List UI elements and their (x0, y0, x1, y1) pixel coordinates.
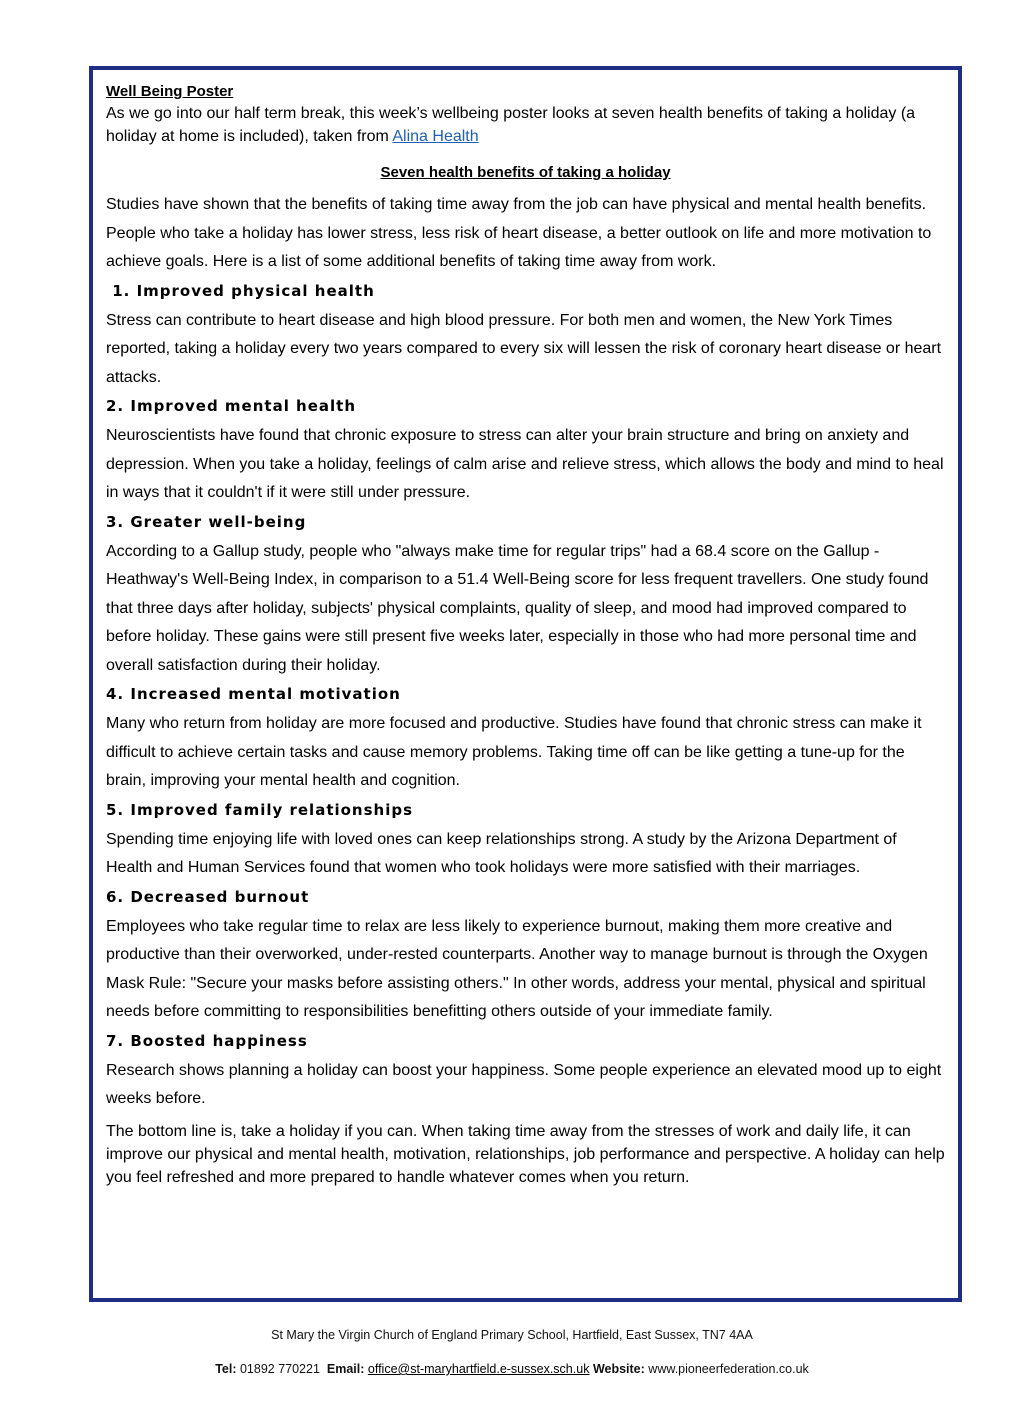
tel-label: Tel: (215, 1362, 237, 1376)
benefit-heading-7: 7. Boosted happiness (106, 1031, 308, 1050)
benefit-heading-5: 5. Improved family relationships (106, 800, 414, 819)
benefit-heading-1: 1. Improved physical health (106, 281, 375, 300)
benefit-text-7: Research shows planning a holiday can boost your happiness. Some people experience an elevated mood up to eight weeks before. (106, 1061, 942, 1107)
footer-contact (0, 1362, 1024, 1376)
benefit-text-1: Stress can contribute to heart disease and high blood pressure. For both men and women, the New York Times reported, taking a holiday every two years compared to every six will lessen the risk of coronary heart disease or heart attacks. (106, 311, 942, 386)
footer-address: St Mary the Virgin Church of England Primary School, Hartfield, East Sussex, TN7 4AA (271, 1328, 753, 1342)
benefit-text-4: Many who return from holiday are more focused and productive. Studies have found that chronic stress can make it difficult to achieve certain tasks and cause memory problems. Taking time off can be like getting a tune-up for the brain, improving your mental health and cognition. (106, 715, 922, 789)
tel-value: 01892 770221 (239, 1362, 320, 1376)
email-link[interactable]: office@st-maryhartfield.e-sussex.sch.uk (367, 1362, 590, 1376)
benefit-text-5: Spending time enjoying life with loved ones can keep relationships strong. A study by the Arizona Department of Health and Human Services found that women who took holidays were more satisfied with their marriages. (106, 830, 897, 876)
website-value: www.pioneerfederation.co.uk (648, 1362, 809, 1376)
benefit-text-2: Neuroscientists have found that chronic exposure to stress can alter your brain structure and bring on anxiety and depression. When you take a holiday, feelings of calm arise and relieve stress, which allows the body and mind to heal in ways that it couldn't if it were still under pressure. (106, 427, 944, 501)
benefit-heading-4: 4. Increased mental motivation (106, 685, 401, 703)
section-title: Seven health benefits of taking a holiday (380, 164, 671, 181)
benefit-heading-2: 2. Improved mental health (106, 397, 357, 415)
benefit-heading-6: 6. Decreased burnout (106, 887, 310, 906)
poster-frame (89, 66, 962, 1302)
email-label: Email: (326, 1362, 365, 1376)
intro-text: As we go into our half term break, this week’s wellbeing poster looks at seven health benefits of taking a holiday (a holiday at home is included), taken from (106, 105, 916, 145)
benefit-text-6: Employees who take regular time to relax are less likely to experience burnout, making them more creative and productive than their overworked, under-rested counterparts. Another way to manage burnout is through the Oxygen Mask Rule: "Secure your masks before assisting others." In other words, address your mental, physical and spiritual needs before committing to responsibilities benefitting others outside of your immediate family. (106, 917, 928, 1020)
poster-title: Well Being Poster (106, 83, 234, 100)
closing-paragraph: The bottom line is, take a holiday if you can. When taking time away from the stresses of work and daily life, it can improve our physical and mental health, motivation, relationships, job performance and perspective. A holiday can help you feel refreshed and more prepared to handle whatever comes when you return. (106, 1122, 945, 1186)
alina-health-link[interactable]: Alina Health (392, 128, 479, 145)
benefit-text-3: According to a Gallup study, people who "always make time for regular trips" had a 68.4 score on the Gallup -Heathway's Well-Being Index, in comparison to a 51.4 Well-Being score for less frequent travellers. One study found that three days after holiday, subjects' physical complaints, quality of sleep, and mood had improved compared to before holiday. These gains were still present five weeks later, especially in those who had more personal time and overall satisfaction during their holiday. (106, 542, 929, 674)
lead-paragraph: Studies have shown that the benefits of taking time away from the job can have physical and mental health benefits. People who take a holiday has lower stress, less risk of heart disease, a better outlook on life and more motivation to achieve goals. Here is a list of some additional benefits of taking time away from work. (106, 196, 932, 270)
benefit-heading-3: 3. Greater well-being (106, 512, 307, 531)
intro-paragraph (106, 102, 945, 148)
website-label: Website: (592, 1362, 645, 1376)
